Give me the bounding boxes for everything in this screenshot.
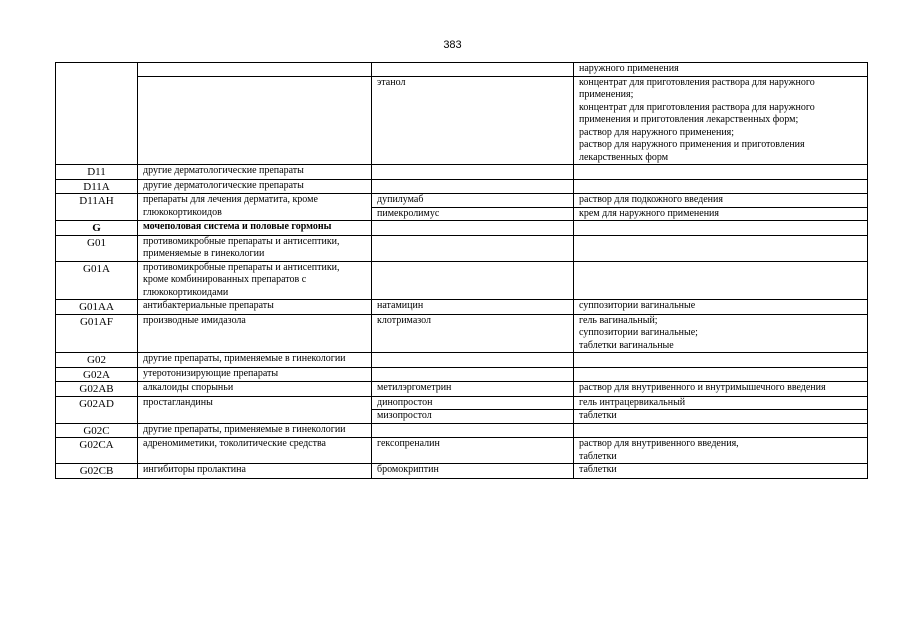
group-name-cell: ингибиторы пролактина (138, 464, 372, 479)
group-name-cell: другие дерматологические препараты (138, 179, 372, 194)
dosage-form-line: таблетки вагинальные (579, 339, 674, 351)
dosage-form-line: концентрат для приготовления раствора для наружного применения; (579, 76, 815, 100)
dosage-form-line: раствор для внутривенного и внутримышечного введения (579, 382, 826, 393)
drug-name-cell (372, 261, 574, 300)
atc-code-cell: G01AF (56, 314, 138, 353)
atc-code-cell: G (56, 221, 138, 236)
dosage-form-cell (574, 63, 868, 77)
group-name-cell: другие дерматологические препараты (138, 165, 372, 180)
page-number: 383 (443, 39, 462, 51)
drug-name-cell (372, 165, 574, 180)
group-name-cell: адреномиметики, токолитические средства (138, 438, 372, 464)
group-name-cell (138, 63, 372, 77)
table-row (56, 235, 868, 261)
drug-name-cell (372, 63, 574, 77)
table-row (56, 300, 868, 315)
drug-name-cell: бромокриптин (372, 464, 574, 479)
dosage-form-line: суппозитории вагинальные (579, 300, 696, 311)
dosage-form-cell (574, 261, 868, 300)
group-name-cell: мочеполовая система и половые гормоны (138, 221, 372, 236)
table-row (56, 63, 868, 77)
table-row (56, 438, 868, 464)
dosage-form-line: таблетки (579, 410, 617, 421)
drug-name-cell: этанол (372, 76, 574, 165)
table-row (56, 76, 868, 165)
table-row (56, 423, 868, 438)
dosage-form-cell (574, 194, 868, 208)
table-row (56, 464, 868, 479)
group-name-cell: антибактериальные препараты (138, 300, 372, 315)
drug-name-cell: метилэргометрин (372, 382, 574, 397)
dosage-form-cell (574, 396, 868, 410)
group-name-cell: препараты для лечения дерматита, кроме глюкокортикоидов (138, 194, 372, 221)
dosage-form-line: таблетки (579, 464, 617, 475)
table-row (56, 179, 868, 194)
drug-name-cell: дупилумаб (372, 194, 574, 208)
dosage-form-line: раствор для внутривенного введения, (579, 438, 739, 449)
group-name-cell: противомикробные препараты и антисептики, кроме комбинированных препаратов с глюкокортикоидами (138, 261, 372, 300)
dosage-form-line: раствор для наружного применения; (579, 126, 735, 138)
dosage-form-line: гель вагинальный; (579, 314, 658, 326)
dosage-form-line: концентрат для приготовления раствора для наружного применения и приготовления лекарственных форм; (579, 101, 815, 125)
atc-code-cell: G02AD (56, 396, 138, 423)
table-row (56, 165, 868, 180)
dosage-form-cell (574, 382, 868, 397)
dosage-form-cell (574, 410, 868, 424)
table-row (56, 221, 868, 236)
atc-code-cell (56, 63, 138, 165)
atc-code-cell: G02 (56, 353, 138, 368)
group-name-cell (138, 76, 372, 165)
dosage-form-line: наружного применения (579, 63, 679, 74)
table-row (56, 382, 868, 397)
drug-name-cell (372, 235, 574, 261)
dosage-form-cell (574, 464, 868, 479)
dosage-form-cell (574, 367, 868, 382)
dosage-form-cell (574, 438, 868, 464)
dosage-form-line: гель интрацервикальный (579, 396, 686, 408)
drug-name-cell (372, 423, 574, 438)
table-row (56, 194, 868, 208)
dosage-form-cell (574, 423, 868, 438)
group-name-cell: другие препараты, применяемые в гинекологии (138, 423, 372, 438)
dosage-form-line: крем для наружного применения (579, 207, 720, 219)
dosage-form-cell (574, 314, 868, 353)
dosage-form-line: суппозитории вагинальные; (579, 327, 698, 338)
atc-code-cell: D11 (56, 165, 138, 180)
atc-code-cell: D11AH (56, 194, 138, 221)
dosage-form-cell (574, 353, 868, 368)
table-row (56, 261, 868, 300)
atc-code-cell: G02C (56, 423, 138, 438)
drug-name-cell (372, 367, 574, 382)
dosage-form-cell (574, 221, 868, 236)
atc-code-cell: G01A (56, 261, 138, 300)
group-name-cell: другие препараты, применяемые в гинекологии (138, 353, 372, 368)
drug-classification-table (55, 62, 868, 479)
drug-name-cell: натамицин (372, 300, 574, 315)
dosage-form-cell (574, 235, 868, 261)
dosage-form-cell (574, 207, 868, 221)
dosage-form-line: раствор для наружного применения и приготовления лекарственных форм (579, 139, 805, 163)
drug-name-cell: динопростон (372, 396, 574, 410)
dosage-form-cell (574, 179, 868, 194)
atc-code-cell: G02AB (56, 382, 138, 397)
atc-code-cell: G02CA (56, 438, 138, 464)
drug-name-cell: гексопреналин (372, 438, 574, 464)
atc-code-cell: G01 (56, 235, 138, 261)
drug-name-cell: клотримазол (372, 314, 574, 353)
group-name-cell: простагландины (138, 396, 372, 423)
dosage-form-cell (574, 76, 868, 165)
atc-code-cell: G01AA (56, 300, 138, 315)
group-name-cell: алкалоиды спорыньи (138, 382, 372, 397)
drug-name-cell: мизопростол (372, 410, 574, 424)
drug-name-cell (372, 353, 574, 368)
table-row (56, 314, 868, 353)
drug-name-cell (372, 179, 574, 194)
drug-name-cell: пимекролимус (372, 207, 574, 221)
dosage-form-cell (574, 165, 868, 180)
table-row (56, 367, 868, 382)
group-name-cell: производные имидазола (138, 314, 372, 353)
dosage-form-line: раствор для подкожного введения (579, 194, 723, 205)
table-row (56, 353, 868, 368)
atc-code-cell: G02A (56, 367, 138, 382)
group-name-cell: противомикробные препараты и антисептики, применяемые в гинекологии (138, 235, 372, 261)
drug-name-cell (372, 221, 574, 236)
table-row (56, 396, 868, 410)
group-name-cell: утеротонизирующие препараты (138, 367, 372, 382)
atc-code-cell: G02CB (56, 464, 138, 479)
dosage-form-cell (574, 300, 868, 315)
dosage-form-line: таблетки (579, 450, 617, 462)
atc-code-cell: D11A (56, 179, 138, 194)
